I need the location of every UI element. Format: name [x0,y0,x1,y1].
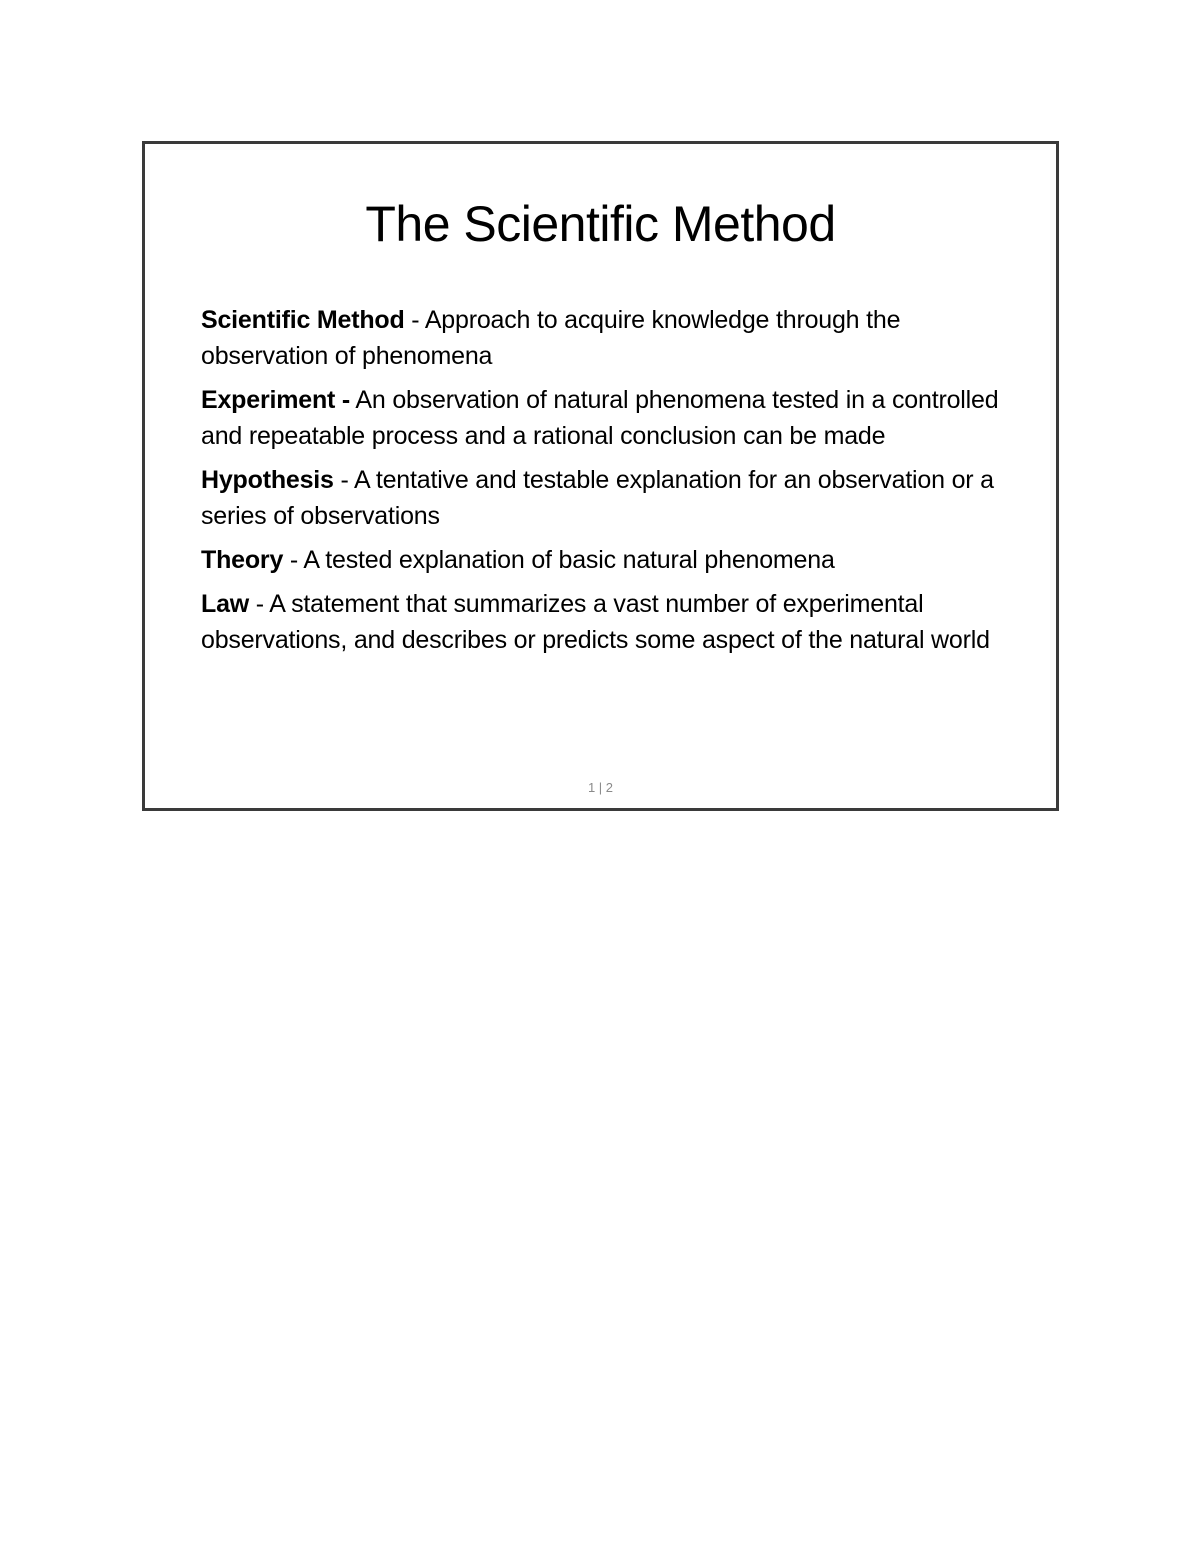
definition-term: Scientific Method [201,306,405,334]
definition-text: A tentative and testable explanation for an observation or a series of observations [201,466,994,530]
definition-text: An observation of natural phenomena tested in a controlled and repeatable process and a rational conclusion can be made [201,386,999,450]
page-number: 1 | 2 [587,780,614,795]
slide-frame [142,141,1059,811]
definition-item [201,586,1001,658]
definition-text: A statement that summarizes a vast number of experimental observations, and describes or predicts some aspect of the natural world [201,590,990,654]
definition-separator: - [249,590,270,618]
definition-list [201,302,1001,666]
definition-text: Approach to acquire knowledge through the observation of phenomena [201,306,901,370]
definition-term: Theory [201,546,284,574]
definition-separator: - [283,546,304,574]
definition-term: Experiment - [201,386,351,414]
definition-separator: - [333,466,355,494]
definition-item [201,382,1001,454]
slide-content [145,144,1056,808]
definition-item [201,302,1001,374]
slide-title: The Scientific Method [365,196,836,252]
definition-term: Hypothesis [201,466,334,494]
definition-text: A tested explanation of basic natural phenomena [303,546,835,574]
definition-item [201,542,1001,578]
definition-separator: - [404,306,425,334]
definition-item [201,462,1001,534]
definition-term: Law [201,590,250,618]
